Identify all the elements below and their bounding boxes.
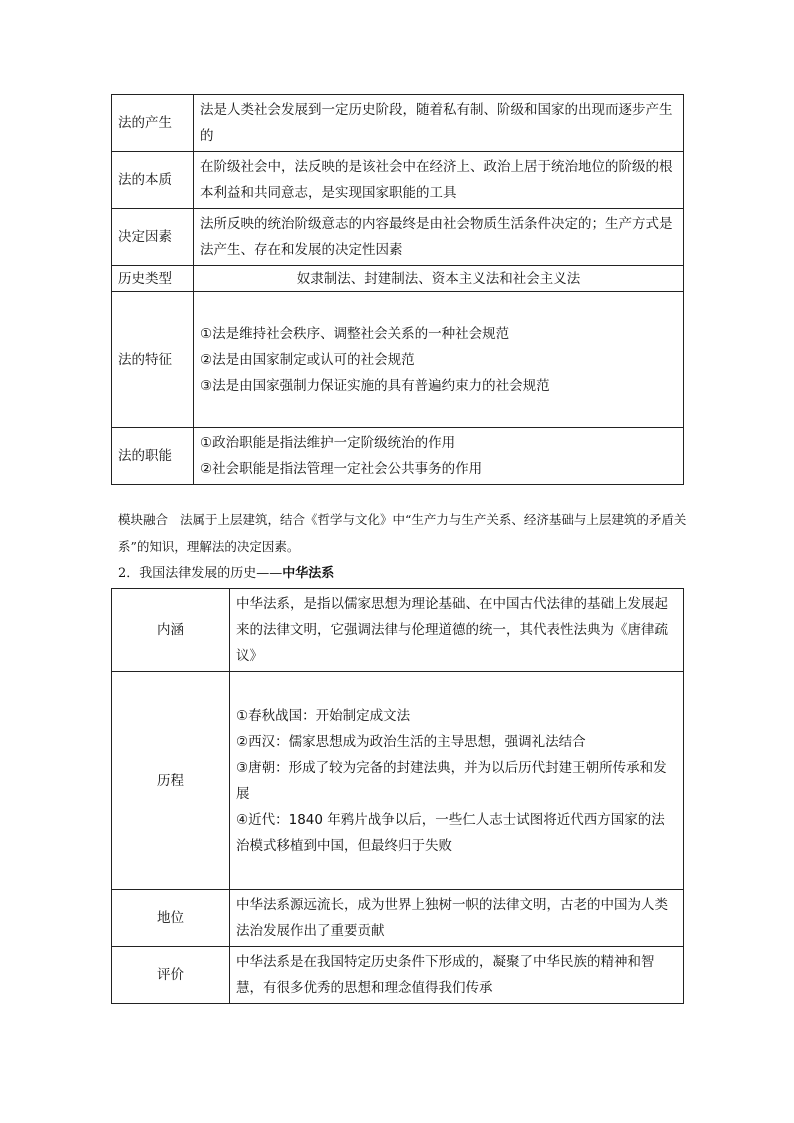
- row-label: 历史类型: [112, 266, 194, 292]
- row-content: 中华法系，是指以儒家思想为理论基础、在中国古代法律的基础上发展起来的法律文明，它强调法律与伦理道德的统一，其代表性法典为《唐律疏议》: [230, 589, 684, 672]
- table-row: [112, 266, 684, 292]
- row-content: 法所反映的统治阶级意志的内容最终是由社会物质生活条件决定的；生产方式是法产生、存在和发展的决定性因素: [194, 209, 684, 266]
- row-label: 法的特征: [112, 292, 194, 428]
- row-label: 法的本质: [112, 152, 194, 209]
- table-row: [112, 947, 684, 1004]
- row-content: 法是人类社会发展到一定历史阶段，随着私有制、阶级和国家的出现而逐步产生的: [194, 95, 684, 152]
- row-content: [194, 428, 684, 485]
- section-title-emphasis: 中华法系: [282, 566, 335, 581]
- chinese-legal-system-table: [111, 588, 684, 1004]
- table-row: [112, 428, 684, 485]
- row-content: 奴隶制法、封建制法、资本主义法和社会主义法: [194, 266, 684, 292]
- feature-item: ①法是维持社会秩序、调整社会关系的一种社会规范: [200, 325, 510, 342]
- history-item: ①春秋战国：开始制定成文法: [236, 707, 411, 724]
- table-row: [112, 209, 684, 266]
- section-heading: [118, 562, 334, 581]
- section-title: 我国法律发展的历史——: [139, 566, 283, 581]
- row-content: 中华法系是在我国特定历史条件下形成的，凝聚了中华民族的精神和智慧，有很多优秀的思想和理念值得我们传承: [230, 947, 684, 1004]
- row-label: 法的产生: [112, 95, 194, 152]
- row-label: 评价: [112, 947, 230, 1004]
- feature-item: ②法是由国家制定或认可的社会规范: [200, 351, 415, 368]
- table-row: [112, 292, 684, 428]
- feature-item: ③法是由国家强制力保证实施的具有普遍约束力的社会规范: [200, 377, 550, 394]
- table-row: [112, 152, 684, 209]
- section-number: 2．: [118, 566, 140, 581]
- table-row: [112, 589, 684, 672]
- law-overview-table: [111, 94, 684, 485]
- history-item: ③唐朝：形成了较为完备的封建法典，并为以后历代封建王朝所传承和发展: [236, 759, 667, 802]
- table-row: [112, 672, 684, 890]
- function-item: ①政治职能是指法维护一定阶级统治的作用: [200, 435, 456, 451]
- note-tag: 模块融合: [118, 512, 169, 527]
- module-note: [118, 506, 688, 560]
- row-content: [230, 672, 684, 890]
- row-content: 中华法系源远流长，成为世界上独树一帜的法律文明，古老的中国为人类法治发展作出了重要贡献: [230, 890, 684, 947]
- row-content: 在阶级社会中，法反映的是该社会中在经济上、政治上居于统治地位的阶级的根本利益和共同意志，是实现国家职能的工具: [194, 152, 684, 209]
- row-label: 决定因素: [112, 209, 194, 266]
- row-label: 地位: [112, 890, 230, 947]
- note-text: 法属于上层建筑，结合《哲学与文化》中“生产力与生产关系、经济基础与上层建筑的矛盾关系”的知识，理解法的决定因素。: [118, 512, 687, 554]
- function-item: ②社会职能是指法管理一定社会公共事务的作用: [200, 461, 483, 477]
- history-item: ④近代：1840 年鸦片战争以后，一些仁人志士试图将近代西方国家的法治模式移植到中国，但最终归于失败: [236, 811, 665, 854]
- row-label: 法的职能: [112, 428, 194, 485]
- row-label: 内涵: [112, 589, 230, 672]
- table-row: [112, 890, 684, 947]
- history-item: ②西汉：儒家思想成为政治生活的主导思想，强调礼法结合: [236, 733, 586, 750]
- table-row: [112, 95, 684, 152]
- row-label: 历程: [112, 672, 230, 890]
- row-content: [194, 292, 684, 428]
